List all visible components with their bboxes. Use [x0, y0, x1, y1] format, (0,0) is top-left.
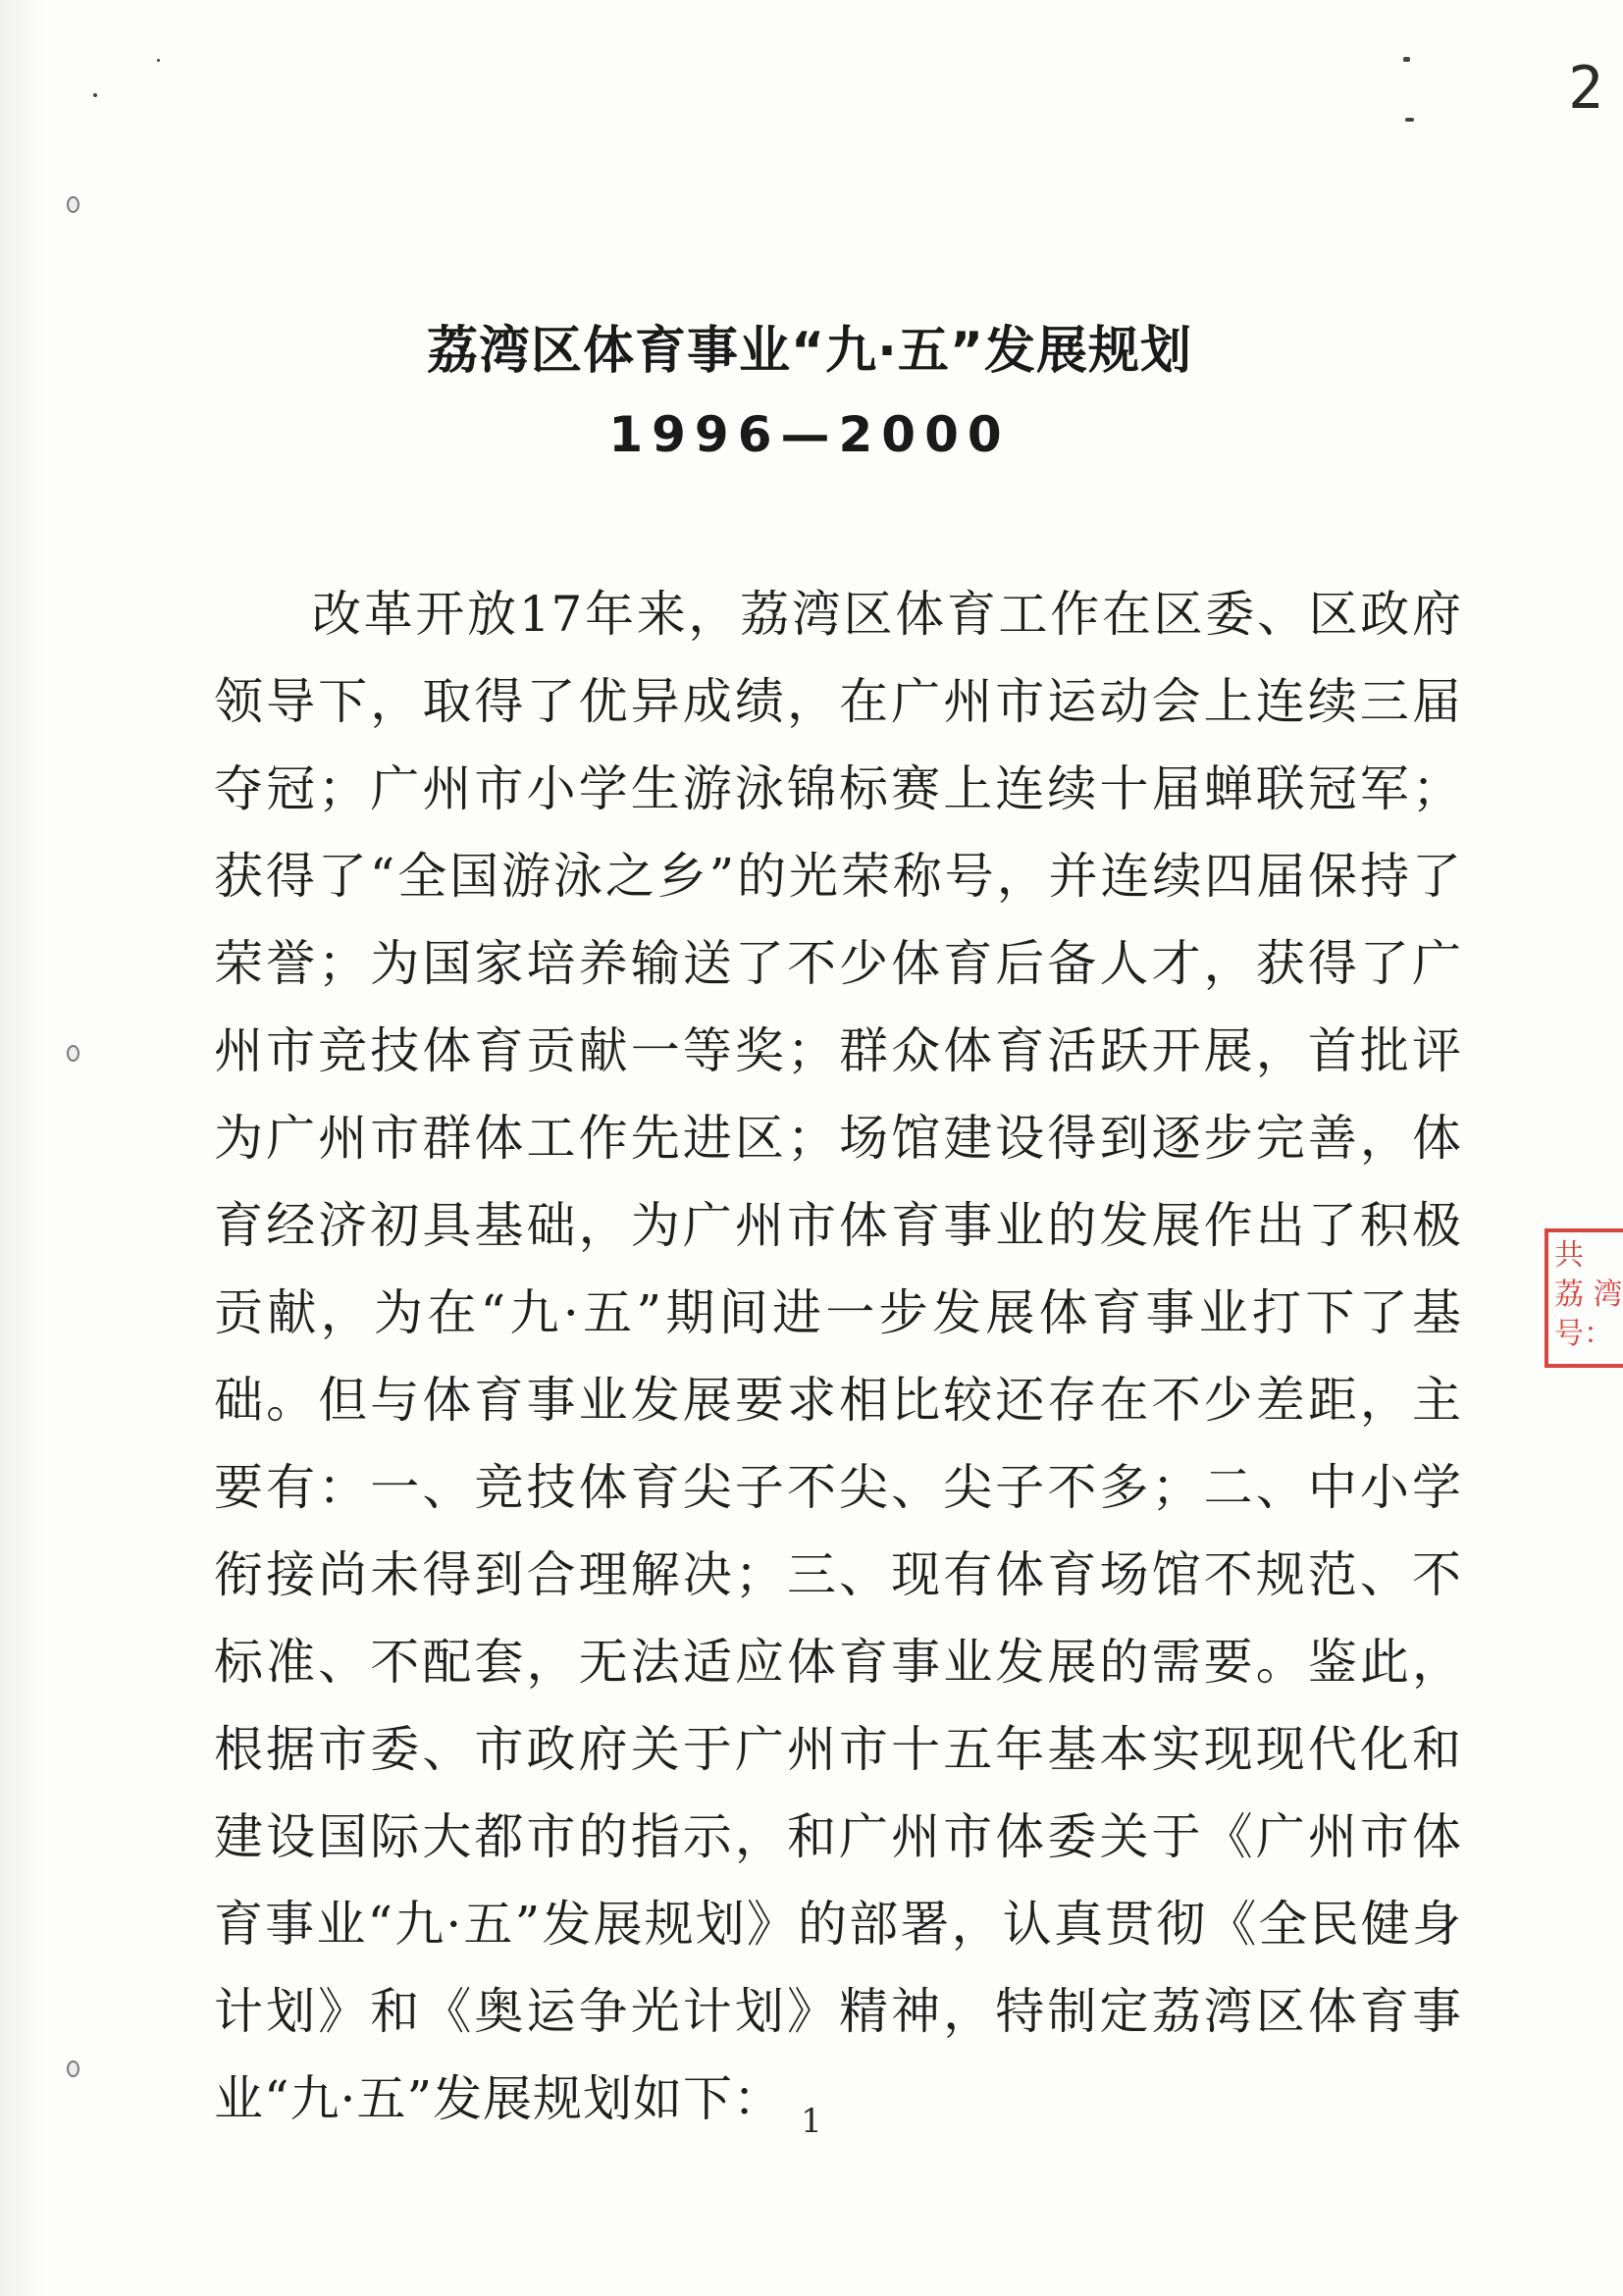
binding-hole — [67, 1045, 79, 1062]
binding-hole — [67, 196, 79, 213]
scan-speck — [1403, 57, 1410, 62]
paper-edge-shading — [0, 0, 45, 2296]
binding-hole — [67, 2061, 79, 2077]
scan-speck — [1405, 118, 1414, 122]
body-paragraph: 改革开放17年来，荔湾区体育工作在区委、区政府领导下，取得了优异成绩，在广州市运动会上连续三届夺冠；广州市小学生游泳锦标赛上连续十届蝉联冠军；获得了“全国游泳之乡”的光荣称号，并连续四届保持了荣誉；为国家培养输送了不少体育后备人才，获得了广州市竞技体育贡献一等奖；群众体育活跃开展，首批评为广州市群体工作先进区；场馆建设得到逐步完善，体育经济初具基础，为广州市体育事业的发展作出了积极贡献，为在“九·五”期间进一步发展体育事业打下了基础。但与体育事业发展要求相比较还存在不少差距，主要有：一、竞技体育尖子不尖、尖子不多；二、中小学衔接尚未得到合理解决；三、现有体育场馆不规范、不标准、不配套，无法适应体育事业发展的需要。鉴此，根据市委、市政府关于广州市十五年基本实现现代化和建设国际大都市的指示，和广州市体委关于《广州市体育事业“九·五”发展规划》的部署，认真贯彻《全民健身计划》和《奥运争光计划》精神，特制定荔湾区体育事业“九·五”发展规划如下： — [214, 586, 1462, 2127]
document-title: 荔湾区体育事业“九·五”发展规划 — [426, 322, 1193, 381]
document-years: 1996—2000 — [608, 406, 1011, 463]
red-seal-stamp — [1544, 1228, 1623, 1368]
scan-speck — [157, 59, 160, 62]
scan-speck — [93, 93, 97, 97]
stamp-line: 荔 湾 — [1554, 1278, 1623, 1312]
corner-page-mark: 2 — [1567, 54, 1604, 123]
page-number: 1 — [801, 2102, 822, 2141]
stamp-line: 共 — [1554, 1238, 1584, 1273]
stamp-line: 号： — [1554, 1317, 1613, 1351]
